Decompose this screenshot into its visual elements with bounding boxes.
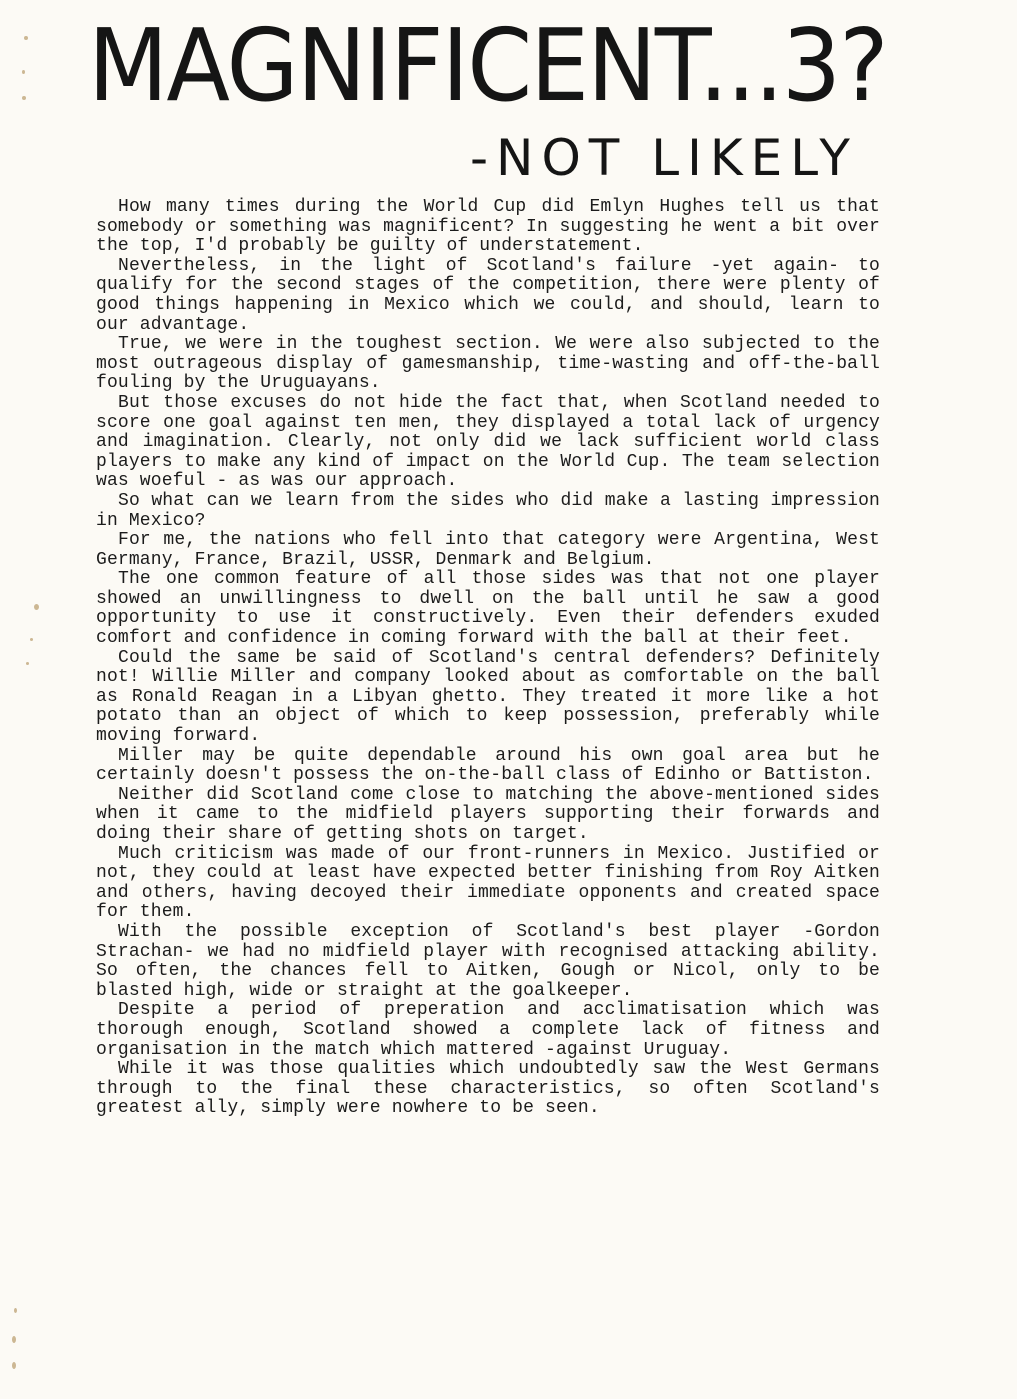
paper-speck (26, 662, 29, 665)
paragraph: True, we were in the toughest section. We were also subjected to the most outrageous display of gamesmanship, time-wasting and off-the-ball fouling by the Uruguayans. (96, 334, 880, 394)
paper-speck (24, 36, 28, 40)
paragraph: Miller may be quite dependable around his own goal area but he certainly doesn't possess the on-the-ball class of Edinho or Battiston. (96, 745, 880, 786)
paragraph: For me, the nations who fell into that category were Argentina, West Germany, France, Brazil, USSR, Denmark and Belgium. (96, 530, 880, 570)
paragraph: Despite a period of preperation and acclimatisation which was thorough enough, Scotland showed a complete lack of fitness and organisation in the match which mattered -against Uruguay. (96, 1000, 880, 1060)
subheadline: -NOT LIKELY (470, 129, 858, 187)
paragraph: But those excuses do not hide the fact that, when Scotland needed to score one goal against ten men, they displayed a total lack of urgency and imagination. Clearly, not only did we lack sufficient world class players to make any kind of impact on the World Cup. The team selection was woeful - as was our approach. (96, 392, 880, 492)
paragraph: While it was those qualities which undoubtedly saw the West Germans through to the final these characteristics, so often Scotland's greatest ally, simply were nowhere to be seen. (96, 1059, 880, 1119)
paragraph: Much criticism was made of our front-runners in Mexico. Justified or not, they could at least have expected better finishing from Roy Aitken and others, having decoyed their immediate opponents and created space for them. (96, 843, 880, 923)
paper-speck (14, 1308, 17, 1313)
paper-speck (22, 70, 25, 74)
paragraph: Could the same be said of Scotland's central defenders? Definitely not! Willie Miller and company looked about as comfortable on the ball as Ronald Reagan in a Libyan ghetto. They treated it more like a hot potato than an object of which to keep possession, preferably while moving forward. (96, 647, 880, 747)
article-body (96, 198, 880, 1119)
paragraph: The one common feature of all those sides was that not one player showed an unwillingness to dwell on the ball until he saw a good opportunity to use it constructively. Even their defenders exuded comfort and confidence in coming forward with the ball at their feet. (96, 569, 880, 649)
paper-speck (30, 638, 33, 641)
paper-speck (12, 1336, 16, 1343)
paragraph: With the possible exception of Scotland's best player -Gordon Strachan- we had no midfield player with recognised attacking ability. So often, the chances fell to Aitken, Gough or Nicol, only to be blasted high, wide or straight at the goalkeeper. (96, 921, 880, 1001)
paragraph: Nevertheless, in the light of Scotland's failure -yet again- to qualify for the second stages of the competition, there were plenty of good things happening in Mexico which we could, and should, learn to our advantage. (96, 255, 880, 335)
paper-speck (22, 96, 26, 100)
paper-speck (12, 1362, 16, 1369)
paragraph: So what can we learn from the sides who did make a lasting impression in Mexico? (96, 490, 880, 531)
paragraph: Neither did Scotland come close to matching the above-mentioned sides when it came to the midfield players supporting their forwards and doing their share of getting shots on target. (96, 784, 880, 844)
paper-speck (34, 604, 39, 610)
headline: MAGNIFICENT...3? (88, 7, 887, 124)
paragraph: How many times during the World Cup did Emlyn Hughes tell us that somebody or something was magnificent? In suggesting he went a bit over the top, I'd probably be guilty of understatement. (96, 197, 880, 257)
